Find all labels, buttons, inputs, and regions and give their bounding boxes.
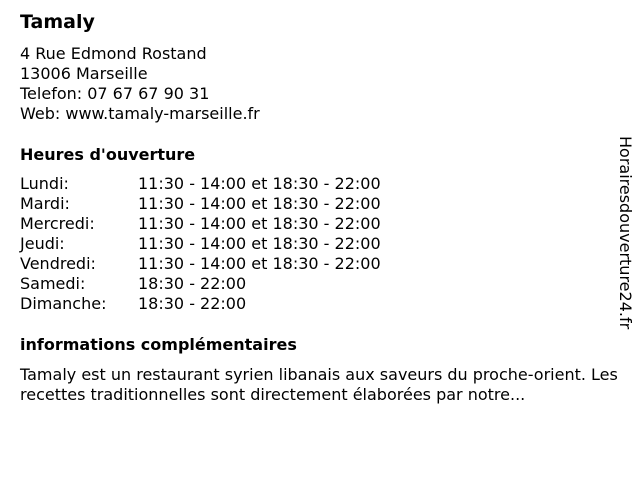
address-city: 13006 Marseille: [20, 64, 148, 83]
hours-row-mercredi: [20, 214, 381, 234]
additional-info-heading: informations complémentaires: [20, 335, 297, 354]
website: Web: www.tamaly-marseille.fr: [20, 104, 260, 123]
day-hours: 11:30 - 14:00 et 18:30 - 22:00: [138, 234, 381, 253]
contact-block: [20, 44, 260, 124]
day-label: Lundi:: [20, 174, 69, 193]
day-label: Dimanche:: [20, 294, 107, 313]
phone-number: Telefon: 07 67 67 90 31: [20, 84, 210, 103]
hours-row-jeudi: [20, 234, 381, 254]
hours-row-lundi: [20, 174, 381, 194]
day-hours: 11:30 - 14:00 et 18:30 - 22:00: [138, 194, 381, 213]
hours-row-vendredi: [20, 254, 381, 274]
day-label: Mercredi:: [20, 214, 95, 233]
address-street: 4 Rue Edmond Rostand: [20, 44, 207, 63]
site-brand-vertical: Horairesdouverture24.fr: [616, 136, 635, 330]
hours-row-dimanche: [20, 294, 381, 314]
hours-row-mardi: [20, 194, 381, 214]
business-name: Tamaly: [20, 11, 95, 33]
day-label: Vendredi:: [20, 254, 96, 273]
opening-hours-heading: Heures d'ouverture: [20, 145, 196, 164]
day-hours: 11:30 - 14:00 et 18:30 - 22:00: [138, 174, 381, 193]
day-label: Mardi:: [20, 194, 70, 213]
business-description: Tamaly est un restaurant syrien libanais aux saveurs du proche-orient. Les recettes traditionnelles sont directement élaborées par notre...: [20, 365, 618, 404]
day-hours: 11:30 - 14:00 et 18:30 - 22:00: [138, 254, 381, 273]
day-label: Jeudi:: [20, 234, 65, 253]
day-hours: 18:30 - 22:00: [138, 274, 247, 293]
opening-hours-table: [20, 174, 381, 314]
day-label: Samedi:: [20, 274, 86, 293]
hours-row-samedi: [20, 274, 381, 294]
day-hours: 18:30 - 22:00: [138, 294, 247, 313]
day-hours: 11:30 - 14:00 et 18:30 - 22:00: [138, 214, 381, 233]
